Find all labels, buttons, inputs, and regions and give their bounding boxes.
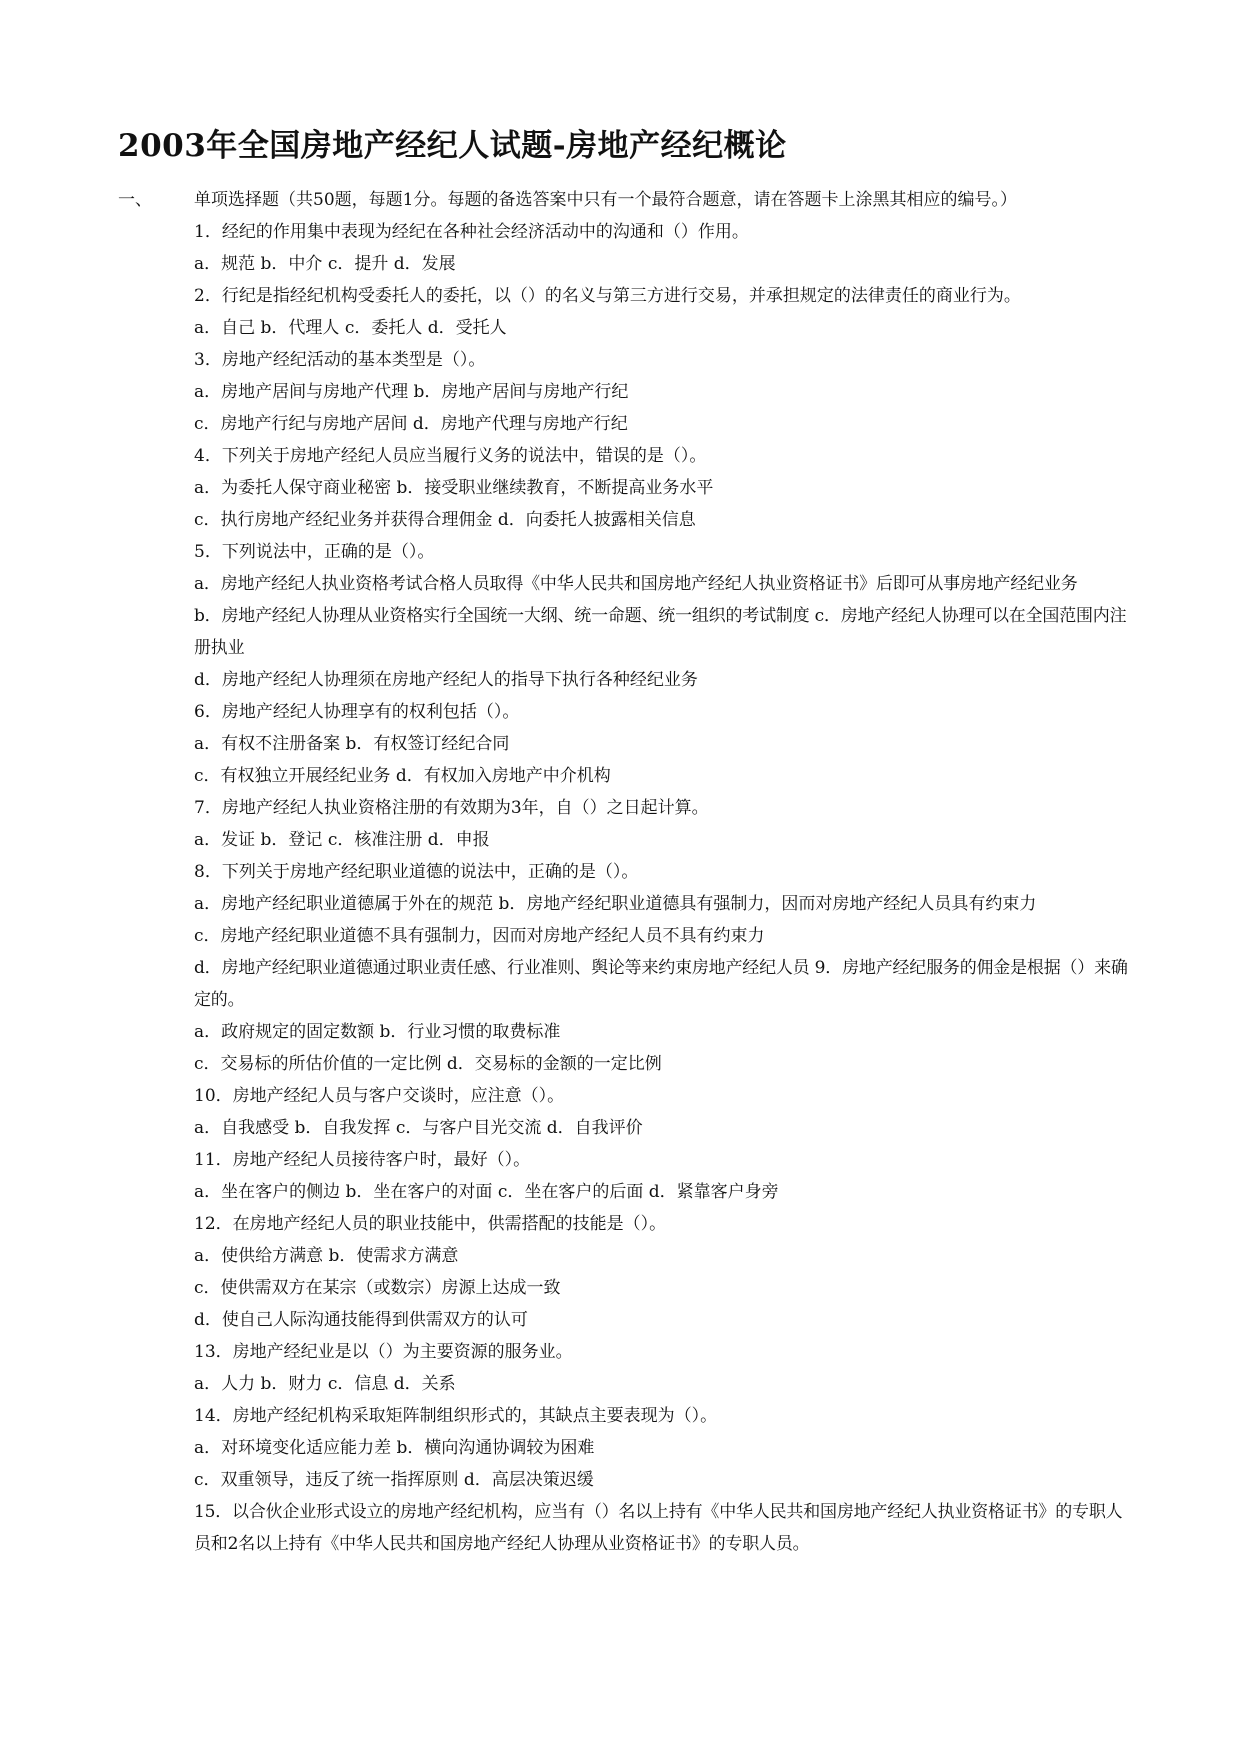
answer-options: a．使供给方满意 b．使需求方满意 [194, 1246, 459, 1266]
answer-option: b．房地产经纪人协理从业资格实行全国统一大纲、统一命题、统一组织的考试制度 c．房地产经纪人协理可以在全国范围内注册执业 [194, 606, 1127, 658]
question-text: 13．房地产经纪业是以（）为主要资源的服务业。 [194, 1342, 573, 1362]
answer-options: a．有权不注册备案 b．有权签订经纪合同 [194, 734, 510, 754]
question-list [194, 184, 1134, 1560]
answer-options: c．房地产行纪与房地产居间 d．房地产代理与房地产行纪 [194, 414, 628, 434]
answer-options: c．执行房地产经纪业务并获得合理佣金 d．向委托人披露相关信息 [194, 510, 696, 530]
question-text: 8．下列关于房地产经纪职业道德的说法中，正确的是（）。 [194, 862, 639, 882]
question-text: 15．以合伙企业形式设立的房地产经纪机构，应当有（）名以上持有《中华人民共和国房地产经纪人执业资格证书》的专职人员和2名以上持有《中华人民共和国房地产经纪人协理从业资格证书》的专职人员。 [194, 1502, 1123, 1554]
answer-option: a．房地产经纪人执业资格考试合格人员取得《中华人民共和国房地产经纪人执业资格证书》后即可从事房地产经纪业务 [194, 574, 1078, 594]
answer-option: d．房地产经纪职业道德通过职业责任感、行业准则、舆论等来约束房地产经纪人员 9．房地产经纪服务的佣金是根据（）来确定的。 [194, 958, 1128, 1010]
section-heading: 单项选择题（共50题，每题1分。每题的备选答案中只有一个最符合题意，请在答题卡上涂黑其相应的编号。） [194, 190, 1017, 210]
answer-options: a．发证 b．登记 c．核准注册 d．申报 [194, 830, 490, 850]
answer-options: c．双重领导，违反了统一指挥原则 d．高层决策迟缓 [194, 1470, 594, 1490]
answer-option: d．使自己人际沟通技能得到供需双方的认可 [194, 1310, 528, 1330]
answer-options: a．规范 b．中介 c．提升 d．发展 [194, 254, 456, 274]
answer-option: c．使供需双方在某宗（或数宗）房源上达成一致 [194, 1278, 561, 1298]
question-text: 5．下列说法中，正确的是（）。 [194, 542, 435, 562]
answer-options: a．自我感受 b．自我发挥 c．与客户目光交流 d．自我评价 [194, 1118, 643, 1138]
question-text: 7．房地产经纪人执业资格注册的有效期为3年，自（）之日起计算。 [194, 798, 709, 818]
question-text: 3．房地产经纪活动的基本类型是（）。 [194, 350, 486, 370]
answer-options: a．人力 b．财力 c．信息 d．关系 [194, 1374, 456, 1394]
answer-options: c．有权独立开展经纪业务 d．有权加入房地产中介机构 [194, 766, 611, 786]
question-text: 11．房地产经纪人员接待客户时，最好（）。 [194, 1150, 531, 1170]
answer-options: a．为委托人保守商业秘密 b．接受职业继续教育，不断提高业务水平 [194, 478, 714, 498]
answer-options: a．房地产经纪职业道德属于外在的规范 b．房地产经纪职业道德具有强制力，因而对房地产经纪人员具有约束力 [194, 894, 1037, 914]
question-text: 2．行纪是指经纪机构受委托人的委托，以（）的名义与第三方进行交易，并承担规定的法律责任的商业行为。 [194, 286, 1021, 306]
document-title: 2003年全国房地产经纪人试题-房地产经纪概论 [118, 128, 787, 164]
question-text: 4．下列关于房地产经纪人员应当履行义务的说法中，错误的是（）。 [194, 446, 707, 466]
question-text: 6．房地产经纪人协理享有的权利包括（）。 [194, 702, 520, 722]
question-text: 12．在房地产经纪人员的职业技能中，供需搭配的技能是（）。 [194, 1214, 667, 1234]
answer-options: a．自己 b．代理人 c．委托人 d．受托人 [194, 318, 507, 338]
answer-option: d．房地产经纪人协理须在房地产经纪人的指导下执行各种经纪业务 [194, 670, 698, 690]
answer-options: a．对环境变化适应能力差 b．横向沟通协调较为困难 [194, 1438, 595, 1458]
section-number: 一、 [118, 190, 152, 210]
question-text: 10．房地产经纪人员与客户交谈时，应注意（）。 [194, 1086, 565, 1106]
question-text: 14．房地产经纪机构采取矩阵制组织形式的，其缺点主要表现为（）。 [194, 1406, 718, 1426]
answer-options: a．坐在客户的侧边 b．坐在客户的对面 c．坐在客户的后面 d．紧靠客户身旁 [194, 1182, 779, 1202]
question-text: 1．经纪的作用集中表现为经纪在各种社会经济活动中的沟通和（）作用。 [194, 222, 749, 242]
answer-options: a．房地产居间与房地产代理 b．房地产居间与房地产行纪 [194, 382, 629, 402]
answer-options: c．交易标的所估价值的一定比例 d．交易标的金额的一定比例 [194, 1054, 662, 1074]
answer-option: c．房地产经纪职业道德不具有强制力，因而对房地产经纪人员不具有约束力 [194, 926, 765, 946]
answer-options: a．政府规定的固定数额 b．行业习惯的取费标准 [194, 1022, 561, 1042]
